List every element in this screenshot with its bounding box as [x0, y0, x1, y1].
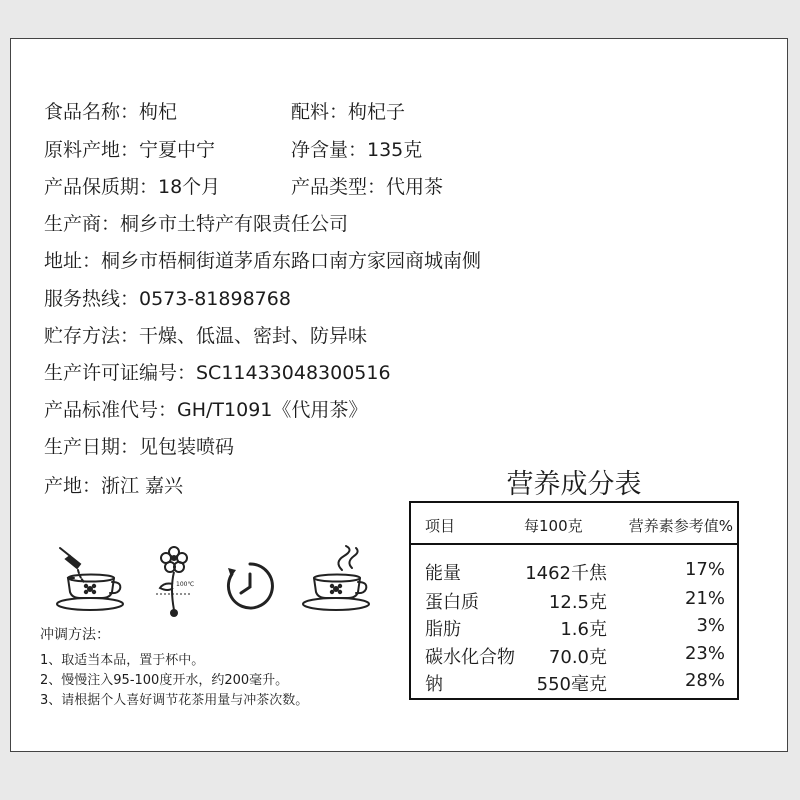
table-row: [411, 557, 737, 585]
production-license: 生产许可证编号：SC11433048300516: [44, 362, 391, 384]
product-type: 产品类型：代用茶: [291, 176, 444, 198]
clock-icon: [224, 560, 276, 612]
nutrient-value: 70.0克: [548, 647, 607, 668]
table-row: [411, 641, 737, 669]
ingredients: 配料：枸杞子: [291, 101, 406, 123]
header-item: 项目: [425, 517, 456, 535]
production-date: 生产日期：见包装喷码: [44, 436, 235, 458]
place-of-origin: 产地：浙江 嘉兴: [44, 475, 184, 497]
nutrient-value: 1462千焦: [525, 563, 607, 584]
service-hotline: 服务热线：0573-81898768: [44, 288, 291, 310]
nutrient-value: 1.6克: [560, 619, 607, 640]
thermometer-label: 100℃: [176, 581, 195, 588]
storage-method: 贮存方法：干燥、低温、密封、防异味: [44, 325, 368, 347]
net-content: 净含量：135克: [291, 139, 423, 161]
product-standard: 产品标准代号：GH/T1091《代用茶》: [44, 399, 368, 421]
nutrient-name: 能量: [425, 563, 461, 584]
nutrition-title: 营养成分表: [506, 469, 642, 500]
table-row: [411, 613, 737, 641]
nutrient-name: 钠: [425, 674, 443, 695]
header-nrv: 营养素参考值%: [628, 517, 733, 535]
brewing-step: 3、请根据个人喜好调节花茶用量与冲茶次数。: [40, 693, 309, 708]
nutrient-value: 550毫克: [536, 674, 607, 695]
nutrient-name: 蛋白质: [425, 592, 479, 613]
address: 地址：桐乡市梧桐街道茅盾东路口南方家园商城南侧: [44, 250, 482, 272]
pour-into-cup-icon: [44, 544, 130, 616]
nutrient-nrv: 3%: [696, 615, 725, 636]
food-name: 食品名称：枸杞: [44, 101, 178, 123]
hot-cup-icon: [300, 544, 376, 616]
material-origin: 原料产地：宁夏中宁: [44, 139, 216, 161]
nutrient-nrv: 17%: [684, 559, 725, 580]
nutrient-nrv: 28%: [684, 670, 725, 691]
brewing-step: 1、取适当本品，置于杯中。: [40, 653, 205, 668]
brewing-title: 冲调方法：: [40, 627, 110, 643]
nutrient-nrv: 23%: [684, 643, 725, 664]
flower-thermometer-icon: [146, 540, 202, 620]
table-row: [411, 586, 737, 614]
nutrition-header-row: [411, 503, 737, 543]
nutrient-nrv: 21%: [684, 588, 725, 609]
brewing-step: 2、慢慢注入95-100度开水，约200毫升。: [40, 673, 289, 688]
header-divider: [411, 543, 737, 545]
nutrient-value: 12.5克: [548, 592, 607, 613]
nutrient-name: 碳水化合物: [425, 647, 515, 668]
table-row: [411, 668, 737, 696]
shelf-life: 产品保质期：18个月: [44, 176, 221, 198]
header-per-100g: 每100克: [524, 517, 583, 535]
nutrient-name: 脂肪: [425, 619, 461, 640]
nutrition-table: [409, 501, 739, 700]
manufacturer: 生产商：桐乡市土特产有限责任公司: [44, 213, 349, 235]
